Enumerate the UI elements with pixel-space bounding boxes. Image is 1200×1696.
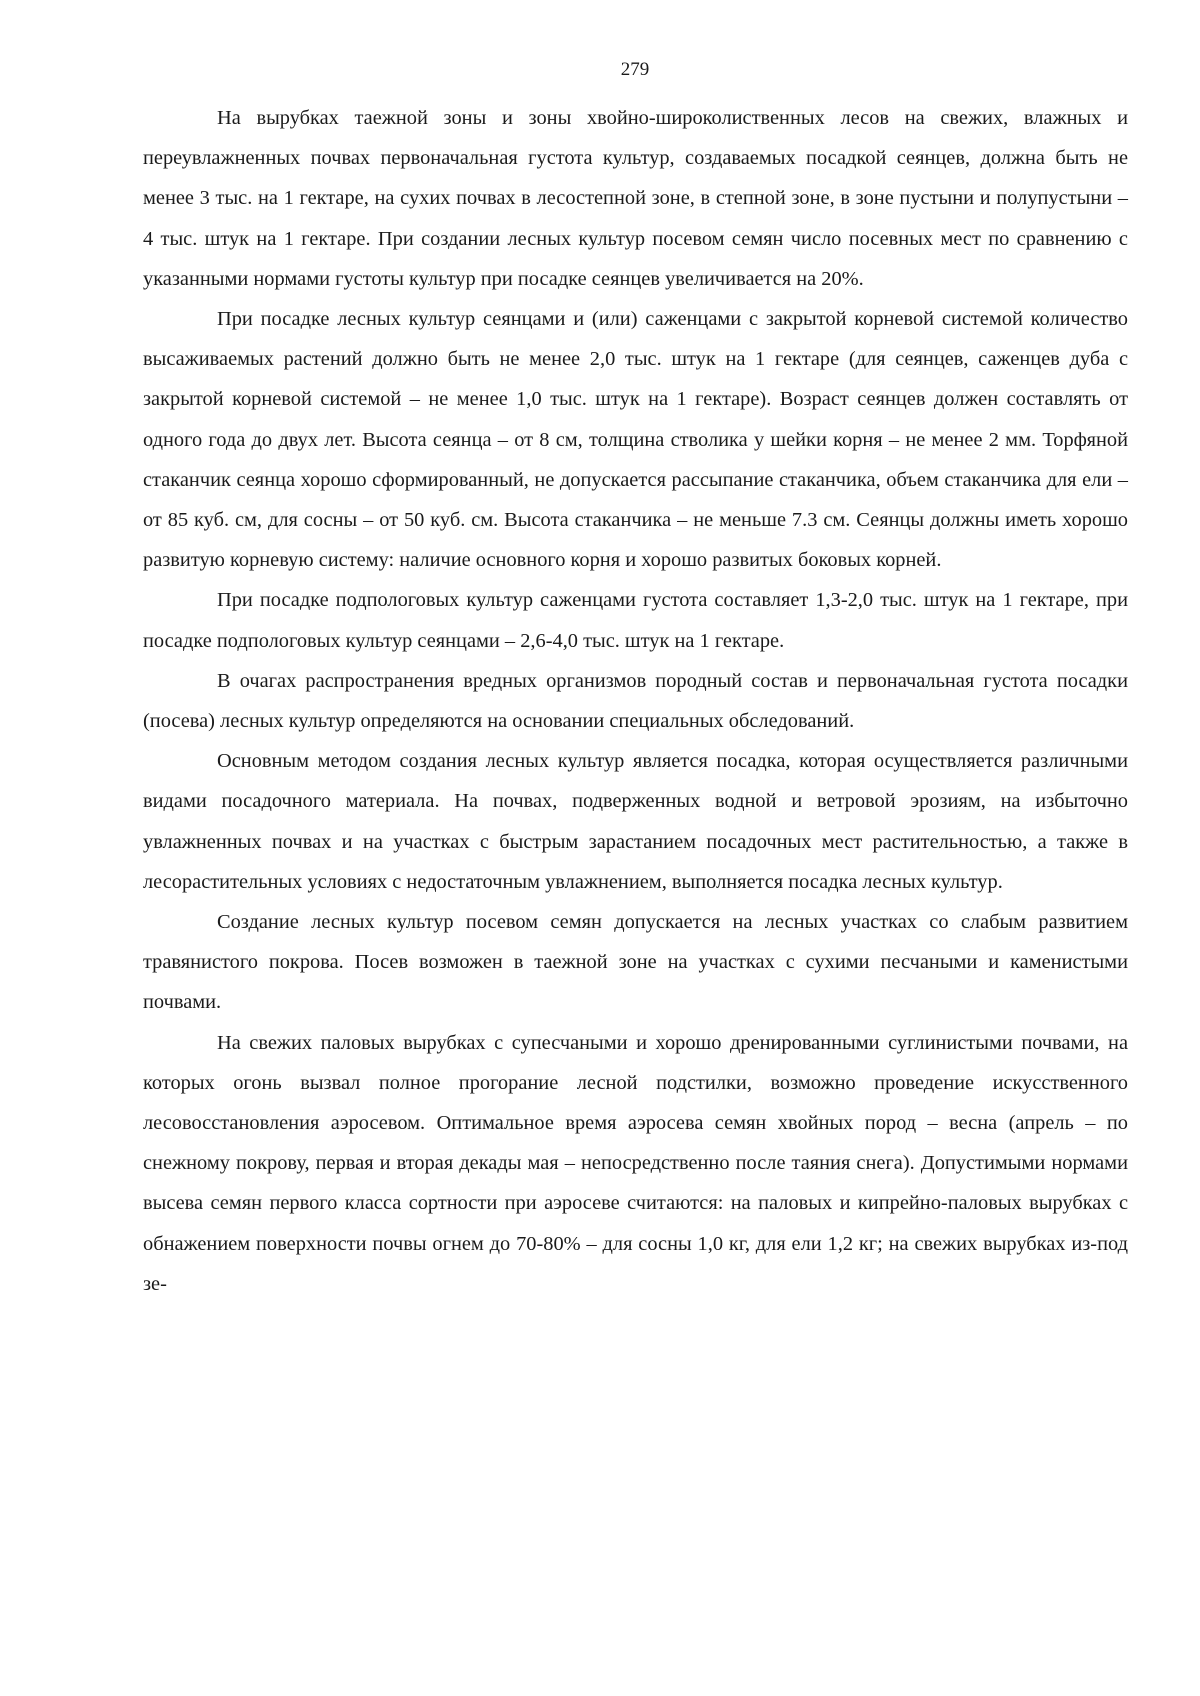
document-body [143, 98, 1128, 1304]
paragraph-underplanting: При посадке подпологовых культур саженцами густота составляет 1,3-2,0 тыс. штук на 1 гектаре, при посадке подпологовых культур сеянцами – 2,6-4,0 тыс. штук на 1 гектаре. [143, 589, 1128, 652]
paragraph-pest-foci: В очагах распространения вредных организмов породный состав и первоначальная густота посадки (посева) лесных культур определяются на основании специальных обследований. [143, 669, 1128, 733]
paragraph-planting-density: На вырубках таежной зоны и зоны хвойно-широколиственных лесов на свежих, влажных и переувлажненных почвах первоначальная густота культур, создаваемых посадкой сеянцев, должна быть не менее 3 тыс. на 1 гектаре, на сухих почвах в лесостепной зоне, в степной зоне, в зоне пустыни и полупустыни – 4 тыс. штук на 1 гектаре. При создании лесных культур посевом семян число посевных мест по сравнению с указанными нормами густоты культур при посадке сеянцев увеличивается на 20%. [143, 107, 1128, 290]
paragraph-closed-root-system: При посадке лесных культур сеянцами и (или) саженцами с закрытой корневой системой количество высаживаемых растений должно быть не менее 2,0 тыс. штук на 1 гектаре (для сеянцев, саженцев дуба с закрытой корневой системой – не менее 1,0 тыс. штук на 1 гектаре). Возраст сеянцев должен составлять от одного года до двух лет. Высота сеянца – от 8 см, толщина стволика у шейки корня – не менее 2 мм. Торфяной стаканчик сеянца хорошо сформированный, не допускается рассыпание стаканчика, объем стаканчика для ели – от 85 куб. см, для сосны – от 50 куб. см. Высота стаканчика – не меньше 7.3 см. Сеянцы должны иметь хорошо развитую корневую систему: наличие основного корня и хорошо развитых боковых корней. [143, 308, 1128, 572]
paragraph-main-method: Основным методом создания лесных культур является посадка, которая осуществляется различными видами посадочного материала. На почвах, подверженных водной и ветровой эрозиям, на избыточно увлажненных почвах и на участках с быстрым зарастанием посадочных мест растительностью, а также в лесорастительных условиях с недостаточным увлажнением, выполняется посадка лесных культур. [143, 750, 1128, 893]
paragraph-seed-sowing: Создание лесных культур посевом семян допускается на лесных участках со слабым развитием травянистого покрова. Посев возможен в таежной зоне на участках с сухими песчаными и каменистыми почвами. [143, 911, 1128, 1014]
page-number: 279 [620, 59, 650, 80]
paragraph-aerial-seeding: На свежих паловых вырубках с супесчаными и хорошо дренированными суглинистыми почвами, на которых огонь вызвал полное прогорание лесной подстилки, возможно проведение искусственного лесовосстановления аэросевом. Оптимальное время аэросева семян хвойных пород – весна (апрель – по снежному покрову, первая и вторая декады мая – непосредственно после таяния снега). Допустимыми нормами высева семян первого класса сортности при аэросеве считаются: на паловых и кипрейно-паловых вырубках с обнажением поверхности почвы огнем до 70-80% – для сосны 1,0 кг, для ели 1,2 кг; на свежих вырубках из-под зе- [143, 1031, 1128, 1295]
